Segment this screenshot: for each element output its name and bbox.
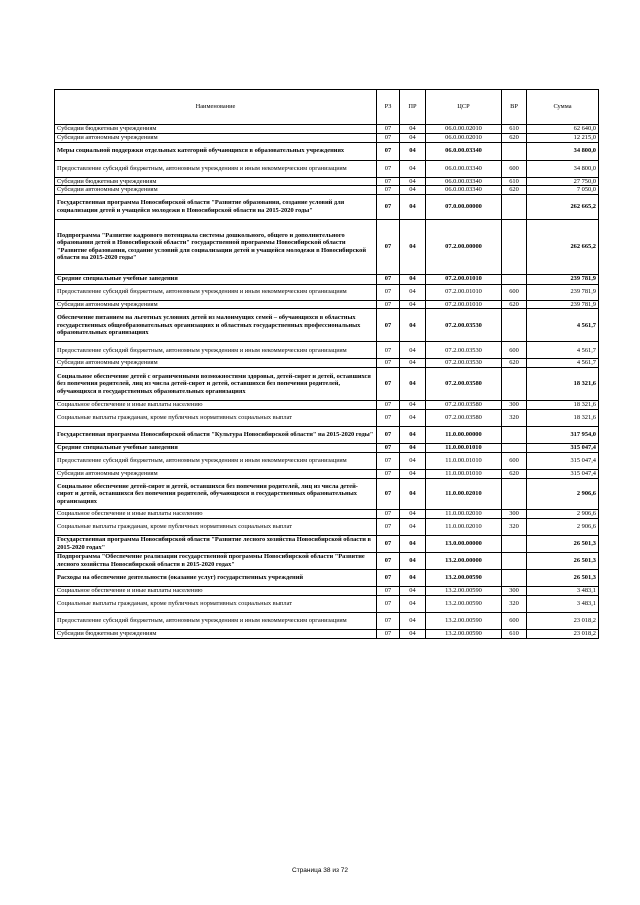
cell-csr: 11.0.00.01010	[426, 469, 502, 478]
cell-csr: 07.2.00.00000	[426, 219, 502, 274]
cell-sum: 239 781,9	[527, 284, 599, 300]
table-row	[55, 518, 599, 535]
cell-vr	[502, 426, 527, 443]
cell-sum: 239 781,9	[527, 300, 599, 309]
cell-rz: 07	[377, 186, 400, 195]
cell-pr: 04	[400, 509, 426, 518]
cell-sum: 62 640,0	[527, 125, 599, 134]
cell-pr: 04	[400, 309, 426, 342]
cell-pr: 04	[400, 177, 426, 186]
header-sum: Сумма	[527, 90, 599, 125]
cell-csr: 07.2.00.01010	[426, 274, 502, 284]
cell-rz: 07	[377, 400, 400, 409]
table-row	[55, 125, 599, 134]
table-row	[55, 595, 599, 612]
cell-sum: 4 561,7	[527, 359, 599, 368]
cell-rz: 07	[377, 552, 400, 569]
cell-rz: 07	[377, 160, 400, 177]
cell-vr: 610	[502, 125, 527, 134]
cell-csr: 11.0.00.00000	[426, 426, 502, 443]
table-row	[55, 309, 599, 342]
table-row	[55, 586, 599, 595]
cell-pr: 04	[400, 612, 426, 629]
cell-vr	[502, 194, 527, 219]
cell-rz: 07	[377, 134, 400, 143]
table-row	[55, 509, 599, 518]
table-row	[55, 552, 599, 569]
cell-sum: 23 018,2	[527, 629, 599, 638]
cell-vr	[502, 552, 527, 569]
cell-rz: 07	[377, 219, 400, 274]
cell-sum: 315 047,4	[527, 452, 599, 469]
cell-vr: 620	[502, 469, 527, 478]
cell-name: Субсидии бюджетным учреждениям	[55, 629, 377, 638]
cell-name: Предоставление субсидий бюджетным, автономным учреждениям и иным некоммерческим организациям	[55, 160, 377, 177]
cell-pr: 04	[400, 469, 426, 478]
cell-csr: 11.0.00.01010	[426, 443, 502, 452]
cell-vr: 610	[502, 629, 527, 638]
cell-vr	[502, 142, 527, 160]
table-row	[55, 612, 599, 629]
table-row	[55, 426, 599, 443]
cell-pr: 04	[400, 569, 426, 586]
cell-name: Предоставление субсидий бюджетным, автономным учреждениям и иным некоммерческим организациям	[55, 452, 377, 469]
cell-pr: 04	[400, 552, 426, 569]
cell-vr	[502, 535, 527, 552]
table-row	[55, 367, 599, 400]
cell-csr: 07.0.00.00000	[426, 194, 502, 219]
table-row	[55, 300, 599, 309]
table-row	[55, 160, 599, 177]
cell-name: Субсидии автономным учреждениям	[55, 134, 377, 143]
cell-vr: 600	[502, 452, 527, 469]
cell-rz: 07	[377, 125, 400, 134]
cell-pr: 04	[400, 160, 426, 177]
cell-rz: 07	[377, 443, 400, 452]
table-row	[55, 569, 599, 586]
cell-name: Социальное обеспечение и иные выплаты населению	[55, 586, 377, 595]
cell-name: Субсидии автономным учреждениям	[55, 300, 377, 309]
cell-vr	[502, 367, 527, 400]
cell-name: Средние специальные учебные заведения	[55, 274, 377, 284]
cell-csr: 06.0.00.02010	[426, 125, 502, 134]
cell-name: Субсидии бюджетным учреждениям	[55, 125, 377, 134]
cell-vr: 320	[502, 409, 527, 426]
cell-name: Меры социальной поддержки отдельных категорий обучающихся в образовательных учреждениях	[55, 142, 377, 160]
cell-sum: 12 215,0	[527, 134, 599, 143]
cell-name: Расходы на обеспечение деятельности (оказание услуг) государственных учреждений	[55, 569, 377, 586]
cell-name: Социальные выплаты гражданам, кроме публичных нормативных социальных выплат	[55, 595, 377, 612]
table-row	[55, 194, 599, 219]
cell-name: Социальные выплаты гражданам, кроме публичных нормативных социальных выплат	[55, 409, 377, 426]
cell-rz: 07	[377, 284, 400, 300]
cell-pr: 04	[400, 478, 426, 509]
cell-rz: 07	[377, 409, 400, 426]
cell-vr: 600	[502, 342, 527, 359]
cell-csr: 11.0.00.02010	[426, 518, 502, 535]
cell-pr: 04	[400, 194, 426, 219]
table-row	[55, 342, 599, 359]
cell-vr	[502, 309, 527, 342]
cell-csr: 07.2.00.03530	[426, 359, 502, 368]
cell-vr	[502, 443, 527, 452]
table-row	[55, 400, 599, 409]
header-rz: РЗ	[377, 90, 400, 125]
cell-pr: 04	[400, 586, 426, 595]
header-name: Наименование	[55, 90, 377, 125]
cell-vr: 300	[502, 586, 527, 595]
cell-rz: 07	[377, 452, 400, 469]
header-pr: ПР	[400, 90, 426, 125]
cell-name: Социальное обеспечение и иные выплаты населению	[55, 400, 377, 409]
cell-vr: 300	[502, 509, 527, 518]
cell-csr: 06.0.00.03340	[426, 177, 502, 186]
cell-vr: 600	[502, 284, 527, 300]
cell-name: Государственная программа Новосибирской области "Развитие лесного хозяйства Новосибирской области в 2015-2020 годах"	[55, 535, 377, 552]
cell-vr: 620	[502, 134, 527, 143]
cell-csr: 07.2.00.03580	[426, 409, 502, 426]
table-row	[55, 177, 599, 186]
cell-pr: 04	[400, 219, 426, 274]
cell-rz: 07	[377, 509, 400, 518]
cell-vr: 600	[502, 160, 527, 177]
cell-sum: 18 321,6	[527, 400, 599, 409]
cell-vr: 300	[502, 400, 527, 409]
cell-vr: 610	[502, 177, 527, 186]
cell-csr: 07.2.00.01010	[426, 300, 502, 309]
cell-csr: 11.0.00.01010	[426, 452, 502, 469]
header-vr: ВР	[502, 90, 527, 125]
cell-sum: 2 906,6	[527, 509, 599, 518]
table-body	[55, 125, 599, 639]
cell-rz: 07	[377, 426, 400, 443]
cell-sum: 26 501,3	[527, 552, 599, 569]
cell-rz: 07	[377, 612, 400, 629]
cell-vr: 600	[502, 612, 527, 629]
cell-csr: 06.0.00.02010	[426, 134, 502, 143]
cell-rz: 07	[377, 274, 400, 284]
cell-name: Государственная программа Новосибирской области "Культура Новосибирской области" на 2015-2020 годы"	[55, 426, 377, 443]
cell-sum: 18 321,6	[527, 367, 599, 400]
cell-sum: 2 906,6	[527, 518, 599, 535]
cell-name: Обеспечение питанием на льготных условиях детей из малоимущих семей – обучающихся в областных государственных общеобразовательных организациях и областных государственных профессиональных образовательных организациях	[55, 309, 377, 342]
cell-rz: 07	[377, 535, 400, 552]
cell-sum: 239 781,9	[527, 274, 599, 284]
cell-csr: 13.2.00.00000	[426, 552, 502, 569]
cell-sum: 23 018,2	[527, 612, 599, 629]
cell-rz: 07	[377, 518, 400, 535]
cell-vr: 320	[502, 518, 527, 535]
table-header-row	[55, 90, 599, 125]
table-row	[55, 219, 599, 274]
budget-table	[54, 89, 599, 639]
cell-pr: 04	[400, 535, 426, 552]
table-row	[55, 452, 599, 469]
cell-rz: 07	[377, 177, 400, 186]
cell-pr: 04	[400, 409, 426, 426]
cell-name: Субсидии автономным учреждениям	[55, 469, 377, 478]
cell-rz: 07	[377, 194, 400, 219]
cell-sum: 4 561,7	[527, 342, 599, 359]
cell-pr: 04	[400, 300, 426, 309]
cell-rz: 07	[377, 142, 400, 160]
cell-name: Субсидии автономным учреждениям	[55, 186, 377, 195]
table-row	[55, 142, 599, 160]
cell-csr: 13.2.00.00590	[426, 586, 502, 595]
cell-name: Субсидии бюджетным учреждениям	[55, 177, 377, 186]
cell-sum: 7 050,0	[527, 186, 599, 195]
cell-name: Государственная программа Новосибирской области "Развитие образования, создание условий для социализации детей и учащейся молодежи в Новосибирской области на 2015-2020 годы"	[55, 194, 377, 219]
cell-rz: 07	[377, 309, 400, 342]
cell-csr: 07.2.00.03530	[426, 342, 502, 359]
cell-sum: 317 954,0	[527, 426, 599, 443]
cell-csr: 07.2.00.01010	[426, 284, 502, 300]
cell-name: Субсидии автономным учреждениям	[55, 359, 377, 368]
cell-vr	[502, 478, 527, 509]
cell-pr: 04	[400, 400, 426, 409]
cell-rz: 07	[377, 367, 400, 400]
cell-sum: 4 561,7	[527, 309, 599, 342]
cell-rz: 07	[377, 629, 400, 638]
cell-vr	[502, 219, 527, 274]
table-row	[55, 284, 599, 300]
cell-csr: 13.2.00.00590	[426, 612, 502, 629]
cell-rz: 07	[377, 469, 400, 478]
cell-sum: 262 665,2	[527, 194, 599, 219]
table-row	[55, 469, 599, 478]
cell-sum: 262 665,2	[527, 219, 599, 274]
cell-csr: 11.0.00.02010	[426, 509, 502, 518]
cell-name: Подпрограмма "Развитие кадрового потенциала системы дошкольного, общего и дополнительного образования детей в Новосибирской области" государственной программы Новосибирской области "Развитие образования, создание условий для социализации детей и учащейся молодежи в Новосибирской области на 2015-2020 годы"	[55, 219, 377, 274]
cell-name: Социальное обеспечение детей-сирот и детей, оставшихся без попечения родителей, лиц из числа детей-сирот и детей, оставшихся без попечения родителей, обучающихся в государственных образовательных организациях	[55, 478, 377, 509]
cell-csr: 13.0.00.00000	[426, 535, 502, 552]
table-row	[55, 134, 599, 143]
cell-sum: 315 047,4	[527, 443, 599, 452]
cell-rz: 07	[377, 595, 400, 612]
cell-pr: 04	[400, 595, 426, 612]
cell-name: Социальное обеспечение и иные выплаты населению	[55, 509, 377, 518]
table-row	[55, 629, 599, 638]
cell-name: Социальное обеспечение детей с ограниченными возможностями здоровья, детей-сирот и детей, оставшихся без попечения родителей, лиц из числа детей-сирот и детей, оставшихся без попечения родителей, обучающихся в государственных образовательных организациях	[55, 367, 377, 400]
cell-sum: 26 501,3	[527, 569, 599, 586]
cell-csr: 13.2.00.00590	[426, 569, 502, 586]
cell-csr: 11.0.00.02010	[426, 478, 502, 509]
cell-pr: 04	[400, 284, 426, 300]
cell-pr: 04	[400, 134, 426, 143]
cell-pr: 04	[400, 452, 426, 469]
cell-sum: 27 750,0	[527, 177, 599, 186]
cell-sum: 315 047,4	[527, 469, 599, 478]
cell-vr	[502, 274, 527, 284]
cell-pr: 04	[400, 629, 426, 638]
cell-rz: 07	[377, 342, 400, 359]
cell-name: Подпрограмма "Обеспечение реализации государственной программы Новосибирской области "Развитие лесного хозяйства Новосибирской области в 2015-2020 годах"	[55, 552, 377, 569]
cell-pr: 04	[400, 443, 426, 452]
cell-name: Предоставление субсидий бюджетным, автономным учреждениям и иным некоммерческим организациям	[55, 284, 377, 300]
cell-pr: 04	[400, 274, 426, 284]
cell-name: Предоставление субсидий бюджетным, автономным учреждениям и иным некоммерческим организациям	[55, 612, 377, 629]
table-row	[55, 409, 599, 426]
table-row	[55, 478, 599, 509]
cell-name: Предоставление субсидий бюджетным, автономным учреждениям и иным некоммерческим организациям	[55, 342, 377, 359]
cell-csr: 07.2.00.03580	[426, 400, 502, 409]
cell-vr	[502, 569, 527, 586]
cell-pr: 04	[400, 142, 426, 160]
cell-sum: 26 501,3	[527, 535, 599, 552]
cell-csr: 07.2.00.03530	[426, 309, 502, 342]
table-row	[55, 274, 599, 284]
table-row	[55, 443, 599, 452]
table-row	[55, 186, 599, 195]
cell-rz: 07	[377, 359, 400, 368]
cell-rz: 07	[377, 478, 400, 509]
cell-name: Социальные выплаты гражданам, кроме публичных нормативных социальных выплат	[55, 518, 377, 535]
cell-pr: 04	[400, 359, 426, 368]
cell-vr: 620	[502, 300, 527, 309]
cell-sum: 34 800,0	[527, 160, 599, 177]
header-csr: ЦСР	[426, 90, 502, 125]
cell-name: Средние специальные учебные заведения	[55, 443, 377, 452]
cell-sum: 3 483,1	[527, 595, 599, 612]
cell-pr: 04	[400, 518, 426, 535]
cell-pr: 04	[400, 342, 426, 359]
cell-csr: 13.2.00.00590	[426, 595, 502, 612]
page-number: Страница 38 из 72	[292, 867, 348, 874]
table-row	[55, 359, 599, 368]
cell-csr: 06.0.00.03340	[426, 160, 502, 177]
cell-pr: 04	[400, 367, 426, 400]
cell-rz: 07	[377, 586, 400, 595]
cell-sum: 18 321,6	[527, 409, 599, 426]
cell-vr: 320	[502, 595, 527, 612]
cell-sum: 2 906,6	[527, 478, 599, 509]
cell-csr: 07.2.00.03580	[426, 367, 502, 400]
cell-rz: 07	[377, 300, 400, 309]
table-row	[55, 535, 599, 552]
cell-vr: 620	[502, 359, 527, 368]
cell-vr: 620	[502, 186, 527, 195]
cell-pr: 04	[400, 426, 426, 443]
cell-sum: 3 483,1	[527, 586, 599, 595]
cell-rz: 07	[377, 569, 400, 586]
cell-csr: 13.2.00.00590	[426, 629, 502, 638]
cell-pr: 04	[400, 186, 426, 195]
cell-sum: 34 800,0	[527, 142, 599, 160]
cell-pr: 04	[400, 125, 426, 134]
cell-csr: 06.0.00.03340	[426, 142, 502, 160]
cell-csr: 06.0.00.03340	[426, 186, 502, 195]
